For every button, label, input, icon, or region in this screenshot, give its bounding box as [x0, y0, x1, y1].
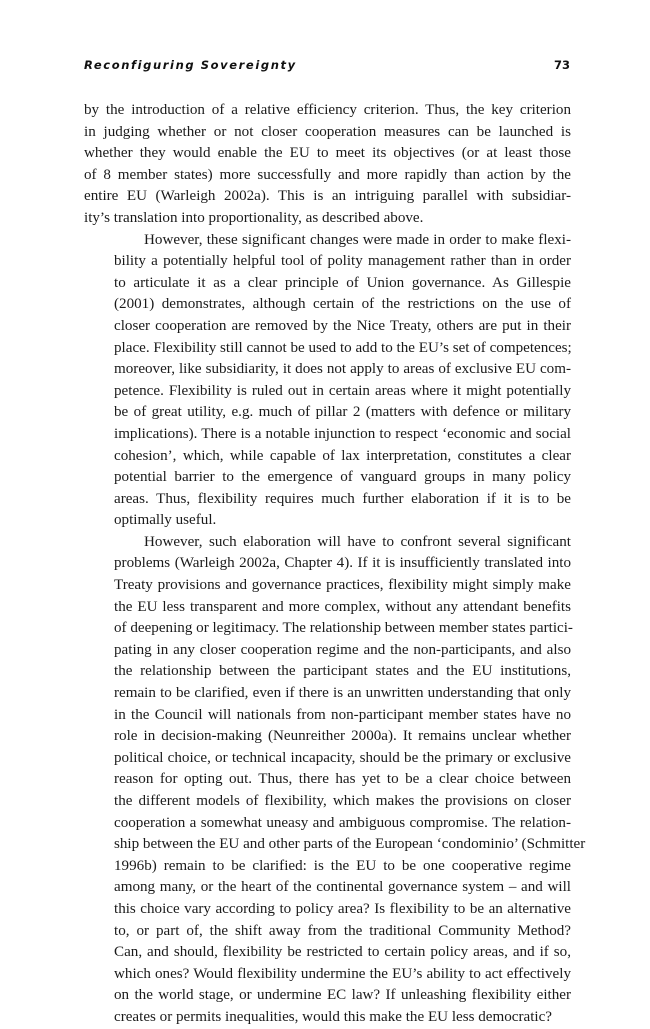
text-line: in the Council will nationals from non-participant member states have no — [114, 706, 571, 723]
text-line: implications). There is a notable injunction to respect ‘economic and social — [114, 425, 571, 442]
text-line: by the introduction of a relative efficiency criterion. Thus, the key criterion — [84, 102, 571, 118]
text-line: which ones? Would flexibility undermine the EU’s ability to act effectively — [114, 965, 571, 982]
text-line: place. Flexibility still cannot be used to add to the EU’s set of competences; — [114, 339, 572, 356]
text-line: in judging whether or not closer cooperation measures can be launched is — [84, 123, 571, 140]
text-line: of deepening or legitimacy. The relationship between member states partici- — [114, 620, 573, 637]
text-line: closer cooperation are removed by the Nice Treaty, others are put in their — [114, 317, 571, 334]
text-line: among many, or the heart of the continental governance system – and will — [114, 879, 571, 896]
paragraph-3 — [84, 532, 586, 1029]
text-line: the relationship between the participant states and the EU institutions, — [114, 663, 571, 680]
text-line: be of great utility, e.g. much of pillar 2 (matters with defence or military — [114, 404, 571, 421]
text-line: cohesion’, which, while capable of lax interpretation, constitutes a clear — [114, 447, 571, 464]
running-head — [84, 58, 570, 74]
text-line: However, these significant changes were made in order to make flexi- — [144, 231, 571, 248]
paragraph-1 — [84, 100, 571, 230]
text-line: whether they would enable the EU to meet its objectives (or at least those — [84, 145, 571, 162]
text-line: petence. Flexibility is ruled out in certain areas where it might potentially — [114, 382, 571, 399]
text-line: remain to be clarified, even if there is an unwritten understanding that only — [114, 685, 571, 702]
text-line: potential barrier to the emergence of vanguard groups in many policy — [114, 469, 571, 486]
body-text — [84, 100, 586, 1029]
text-line: pating in any closer cooperation regime and the non-participants, and also — [114, 641, 571, 658]
paragraph-2 — [84, 230, 571, 532]
running-title: Reconfiguring Sovereignty — [84, 58, 297, 72]
text-line: ity’s translation into proportionality, as described above. — [84, 209, 424, 226]
text-line: cooperation a somewhat uneasy and ambiguous compromise. The relation- — [114, 814, 571, 831]
text-line: Treaty provisions and governance practices, flexibility might simply make — [114, 577, 571, 594]
text-line: reason for opting out. Thus, there has yet to be a clear choice between — [114, 771, 571, 788]
text-line: bility a potentially helpful tool of polity management rather than in order — [114, 253, 571, 270]
text-line: of 8 member states) more successfully and more rapidly than action by the — [84, 166, 571, 183]
text-line: optimally useful. — [114, 512, 217, 529]
text-line: entire EU (Warleigh 2002a). This is an intriguing parallel with subsidiar- — [84, 188, 571, 205]
text-line: areas. Thus, flexibility requires much further elaboration if it is to be — [114, 490, 571, 507]
text-line: Can, and should, flexibility be restricted to certain policy areas, and if so, — [114, 944, 571, 961]
text-line: role in decision-making (Neunreither 2000a). It remains unclear whether — [114, 728, 571, 745]
text-line: to, or part of, the shift away from the traditional Community Method? — [114, 922, 571, 939]
text-line: the EU less transparent and more complex, without any attendant benefits — [114, 598, 571, 615]
text-line: creates or permits inequalities, would this make the EU less democratic? — [114, 1008, 552, 1025]
text-line: moreover, like subsidiarity, it does not apply to areas of exclusive EU com- — [114, 361, 571, 378]
text-line: political choice, or technical incapacity, should be the primary or exclusive — [114, 749, 571, 766]
text-line: 1996b) remain to be clarified: is the EU to be one cooperative regime — [114, 857, 571, 874]
text-line: However, such elaboration will have to confront several significant — [144, 533, 571, 550]
text-line: to articulate it as a clear principle of Union governance. As Gillespie — [114, 274, 571, 291]
text-line: (2001) demonstrates, although certain of the restrictions on the use of — [114, 296, 571, 313]
text-line: on the world stage, or undermine EC law? If unleashing flexibility either — [114, 987, 571, 1004]
text-line: the different models of flexibility, which makes the provisions on closer — [114, 793, 571, 809]
page-number: 73 — [553, 58, 570, 72]
text-line: ship between the EU and other parts of the European ‘condominio’ (Schmitter — [114, 836, 586, 853]
text-line: problems (Warleigh 2002a, Chapter 4). If it is insufficiently translated into — [114, 555, 571, 572]
text-line: this choice vary according to policy area? Is flexibility to be an alternative — [114, 900, 571, 917]
